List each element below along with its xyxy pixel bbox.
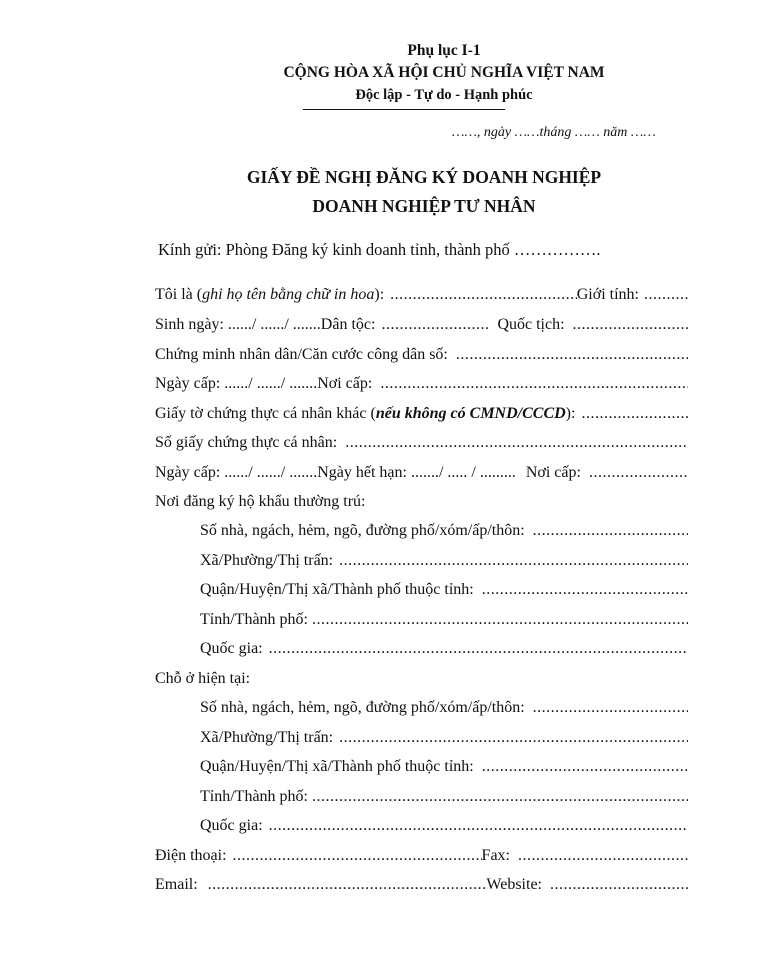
birth-date-label[interactable]: Sinh ngày: ....../ ....../ .......	[155, 316, 321, 333]
recipient-line: Kính gửi: Phòng Đăng ký kinh doanh tỉnh, thành phố …………….	[158, 240, 601, 259]
permanent-address-label: Nơi đăng ký hộ khẩu thường trú:	[155, 493, 366, 510]
full-name-note: ghi họ tên bằng chữ in hoa	[202, 286, 375, 303]
field-full-name	[155, 286, 688, 308]
cur-province-blank[interactable]	[312, 788, 688, 806]
form-subtitle: DOANH NGHIỆP TƯ NHÂN	[312, 196, 536, 216]
website-blank[interactable]	[550, 876, 688, 894]
id-number-label: Chứng minh nhân dân/Căn cước công dân số:	[155, 346, 448, 363]
field-birth	[155, 316, 688, 338]
cur-street-blank[interactable]	[533, 699, 688, 717]
other-doc-note: nếu không có CMND/CCCD	[375, 405, 566, 422]
nationality-blank[interactable]	[573, 316, 688, 334]
expiry-date-label[interactable]: Ngày hết hạn: ......./ ..... / .........	[317, 464, 516, 481]
full-name-blank[interactable]	[390, 286, 577, 304]
id-number-blank[interactable]	[456, 346, 688, 364]
motto: Độc lập - Tự do - Hạnh phúc	[355, 87, 533, 103]
issue-place-2-blank[interactable]	[589, 464, 688, 482]
other-doc-label: Giấy tờ chứng thực cá nhân khác (	[155, 405, 376, 422]
perm-country-label: Quốc gia:	[200, 640, 263, 657]
issue-place-2-label: Nơi cấp:	[525, 464, 581, 481]
fax-label: Fax:	[481, 847, 510, 864]
gender-blank[interactable]	[644, 286, 688, 304]
email-blank[interactable]	[208, 876, 487, 894]
perm-district-blank[interactable]	[482, 581, 688, 599]
cur-country-blank[interactable]	[269, 817, 688, 835]
full-name-label: Tôi là (	[155, 286, 203, 303]
perm-ward-blank[interactable]	[339, 552, 688, 570]
perm-province-blank[interactable]	[312, 611, 688, 629]
other-doc-label-end: ):	[565, 405, 576, 422]
field-issue-2	[155, 464, 688, 486]
form-title: GIẤY ĐỀ NGHỊ ĐĂNG KÝ DOANH NGHIỆP	[246, 167, 602, 187]
current-address-label: Chỗ ở hiện tại:	[155, 670, 251, 687]
field-current-address	[155, 670, 688, 692]
nationality-label: Quốc tịch:	[497, 316, 565, 333]
perm-street-row	[200, 522, 688, 544]
perm-street-blank[interactable]	[533, 522, 688, 540]
gender-label: Giới tính:	[576, 286, 639, 303]
issue-date-label[interactable]: Ngày cấp: ....../ ....../ .......	[155, 375, 318, 392]
cur-ward-label: Xã/Phường/Thị trấn:	[200, 729, 334, 746]
perm-ward-label: Xã/Phường/Thị trấn:	[200, 552, 334, 569]
field-permanent-address	[155, 493, 688, 515]
date-line: ……, ngày ……tháng …… năm ……	[452, 125, 656, 140]
fax-blank[interactable]	[518, 847, 688, 865]
cur-ward-row	[200, 729, 688, 751]
ethnicity-label: Dân tộc:	[320, 316, 376, 333]
cur-country-label: Quốc gia:	[200, 817, 263, 834]
full-name-label-end: ):	[374, 286, 385, 303]
field-id-number	[155, 346, 688, 368]
cur-street-row	[200, 699, 688, 721]
field-issue-1	[155, 375, 688, 397]
issue-date-2-label[interactable]: Ngày cấp: ....../ ....../ .......	[155, 464, 318, 481]
cur-street-label: Số nhà, ngách, hẻm, ngõ, đường phố/xóm/ấp/thôn:	[200, 699, 525, 716]
ethnicity-blank[interactable]	[381, 316, 489, 334]
nation-heading: CỘNG HÒA XÃ HỘI CHỦ NGHĨA VIỆT NAM	[283, 64, 605, 81]
perm-district-label: Quận/Huyện/Thị xã/Thành phố thuộc tỉnh:	[200, 581, 474, 598]
phone-blank[interactable]	[233, 847, 482, 865]
perm-country-blank[interactable]	[269, 640, 688, 658]
cur-country-row	[200, 817, 688, 839]
perm-country-row	[200, 640, 688, 662]
issue-place-blank[interactable]	[380, 375, 688, 393]
appendix-label: Phụ lục I-1	[407, 42, 481, 59]
perm-ward-row	[200, 552, 688, 574]
motto-underline	[303, 109, 505, 110]
perm-district-row	[200, 581, 688, 603]
other-doc-blank[interactable]	[581, 405, 688, 423]
doc-number-blank[interactable]	[345, 434, 688, 452]
field-doc-number	[155, 434, 688, 456]
email-label: Email:	[155, 876, 198, 893]
phone-label: Điện thoại:	[155, 847, 227, 864]
field-phone-fax	[155, 847, 688, 869]
cur-province-row	[200, 788, 688, 810]
perm-province-row	[200, 611, 688, 633]
doc-number-label: Số giấy chứng thực cá nhân:	[155, 434, 338, 451]
issue-place-label: Nơi cấp:	[317, 375, 373, 392]
cur-province-label: Tỉnh/Thành phố:	[200, 788, 308, 805]
cur-district-row	[200, 758, 688, 780]
cur-district-label: Quận/Huyện/Thị xã/Thành phố thuộc tỉnh:	[200, 758, 474, 775]
cur-ward-blank[interactable]	[339, 729, 688, 747]
website-label: Website:	[486, 876, 542, 893]
cur-district-blank[interactable]	[482, 758, 688, 776]
perm-province-label: Tỉnh/Thành phố:	[200, 611, 308, 628]
perm-street-label: Số nhà, ngách, hẻm, ngõ, đường phố/xóm/ấp/thôn:	[200, 522, 525, 539]
field-other-document	[155, 405, 688, 427]
field-email-website	[155, 876, 688, 898]
